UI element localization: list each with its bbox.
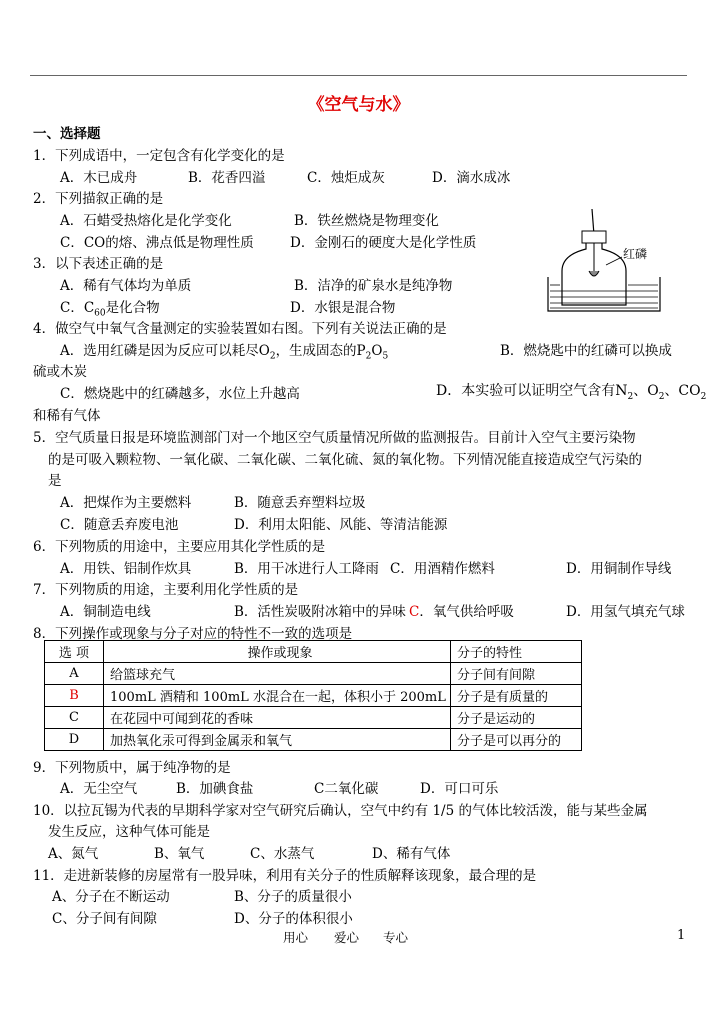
footer-word-2: 爱心 [334,930,360,945]
q4-option-c: C．燃烧匙中的红磷越多，水位上升越高 [60,386,300,402]
page-title: 《空气与水》 [307,95,410,115]
q6-option-b: B．用干冰进行人工降雨 [234,561,379,577]
q4-option-b: B．燃烧匙中的红磷可以换成 [500,343,672,359]
q5-option-d: D．利用太阳能、风能、等清洁能源 [234,517,448,533]
q10-option-d: D、稀有气体 [372,846,451,862]
q6-option-c: C．用酒精作燃料 [390,561,495,577]
table-cell-phenomenon: 给篮球充气 [104,663,451,685]
q6-option-a: A．用铁、铝制作炊具 [60,561,192,577]
table-header-cell: 分子的特性 [451,641,582,663]
table-cell-property: 分子是有质量的 [451,685,582,707]
table-row [45,729,582,751]
q8-table [44,640,582,751]
q10-stem-line1: 10．以拉瓦锡为代表的早期科学家对空气研究后确认，空气中约有 1/5 的气体比较活泼，能与某些金属 [33,803,648,819]
q5-option-b: B．随意丢弃塑料垃圾 [234,495,366,511]
q5-stem-line2: 的是可吸入颗粒物、一氧化碳、二氧化碳、二氧化硫、氮的氧化物。下列情况能直接造成空气污染的 [48,452,642,468]
table-cell-property: 分子是运动的 [451,707,582,729]
q9-option-d: D．可口可乐 [420,781,499,797]
header-rule [30,75,687,76]
q11-option-c: C、分子间有间隙 [52,911,157,927]
q8-stem: 8．下列操作或现象与分子对应的特性不一致的选项是 [33,626,353,642]
table-cell-option: D [45,729,104,751]
q5-stem-line3: 是 [48,473,62,489]
figure-label-red-phosphorus: 红磷 [623,247,648,261]
q7-option-a: A．铜制造电线 [60,604,151,620]
q3-option-c: C．$C_{60}$是化合物 [60,300,160,319]
q5-option-a: A．把煤作为主要燃料 [60,495,192,511]
q4-option-a: A．选用红磷是因为反应可以耗尽$O_2$，生成固态的$P_2O_5$ [60,343,389,362]
q5-option-c: C．随意丢弃废电池 [60,517,179,533]
table-cell-option: B [45,685,104,707]
q11-option-a: A、分子在不断运动 [52,889,170,905]
q11-option-d: D、分子的体积很小 [234,911,353,927]
q6-stem: 6．下列物质的用途中，主要应用其化学性质的是 [33,539,326,555]
q6-option-d: D．用铜制作导线 [566,561,672,577]
q2-option-d: D．金刚石的硬度大是化学性质 [290,235,477,251]
section-heading: 一、选择题 [33,126,101,142]
q2-option-c: C．CO的熔、沸点低是物理性质 [60,235,254,251]
footer-word-3: 专心 [383,930,409,945]
table-cell-phenomenon: 100mL 酒精和 100mL 水混合在一起，体积小于 200mL [104,685,451,707]
q1-stem: 1．下列成语中，一定包含有化学变化的是 [33,148,285,164]
q4-option-b-cont: 硫或木炭 [33,364,87,380]
q1-option-a: A．木已成舟 [60,170,138,186]
q3-option-b: B．洁净的矿泉水是纯净物 [294,278,453,294]
q4-option-d: D．本实验可以证明空气含有$N_2$、$O_2$、$CO_2$ [436,383,707,402]
q7-option-d: D．用氢气填充气球 [566,604,685,620]
q11-stem: 11．走进新装修的房屋常有一股异味，利用有关分子的性质解释该现象，最合理的是 [33,868,537,884]
q10-option-c: C、水蒸气 [250,846,315,862]
q9-option-b: B．加碘食盐 [176,781,254,797]
q3-option-a: A．稀有气体均为单质 [60,278,192,294]
q7-stem: 7．下列物质的用途，主要利用化学性质的是 [33,582,299,598]
table-row [45,707,582,729]
q10-stem-line2: 发生反应，这种气体可能是 [48,824,210,840]
q3-stem: 3．以下表述正确的是 [33,256,164,272]
table-cell-property: 分子是可以再分的 [451,729,582,751]
table-header-cell: 操作或现象 [104,641,451,663]
page-number: 1 [677,928,686,943]
table-header-row [45,641,582,663]
apparatus-figure [540,205,690,315]
table-row [45,685,582,707]
q9-stem: 9．下列物质中，属于纯净物的是 [33,760,231,776]
q1-option-d: D．滴水成冰 [432,170,511,186]
table-header-cell: 选 项 [45,641,104,663]
q4-option-d-cont: 和稀有气体 [33,408,101,424]
q10-option-b: B、氧气 [154,846,205,862]
q7-option-b: B．活性炭吸附冰箱中的异味 [234,604,406,620]
q5-stem-line1: 5．空气质量日报是环境监测部门对一个地区空气质量情况所做的监测报告。目前计入空气主要污染物 [33,430,636,446]
q2-option-a: A．石蜡受热熔化是化学变化 [60,213,232,229]
q4-stem: 4．做空气中氧气含量测定的实验装置如右图。下列有关说法正确的是 [33,321,447,337]
table-cell-option: A [45,663,104,685]
q2-option-b: B．铁丝燃烧是物理变化 [294,213,439,229]
q2-stem: 2．下列描叙正确的是 [33,191,164,207]
table-cell-phenomenon: 在花园中可闻到花的香味 [104,707,451,729]
q10-option-a: A、氮气 [48,846,99,862]
table-cell-option: C [45,707,104,729]
q9-option-a: A．无尘空气 [60,781,138,797]
q1-option-b: B．花香四溢 [188,170,266,186]
table-cell-phenomenon: 加热氧化汞可得到金属汞和氧气 [104,729,451,751]
table-row [45,663,582,685]
q11-option-b: B、分子的质量很小 [234,889,352,905]
q9-option-c: C二氧化碳 [314,781,379,797]
q3-option-d: D．水银是混合物 [290,300,396,316]
q1-option-c: C．烛炬成灰 [307,170,385,186]
table-cell-property: 分子间有间隙 [451,663,582,685]
footer-word-1: 用心 [283,930,309,945]
q7-option-c: C．氧气供给呼吸 [409,604,514,620]
